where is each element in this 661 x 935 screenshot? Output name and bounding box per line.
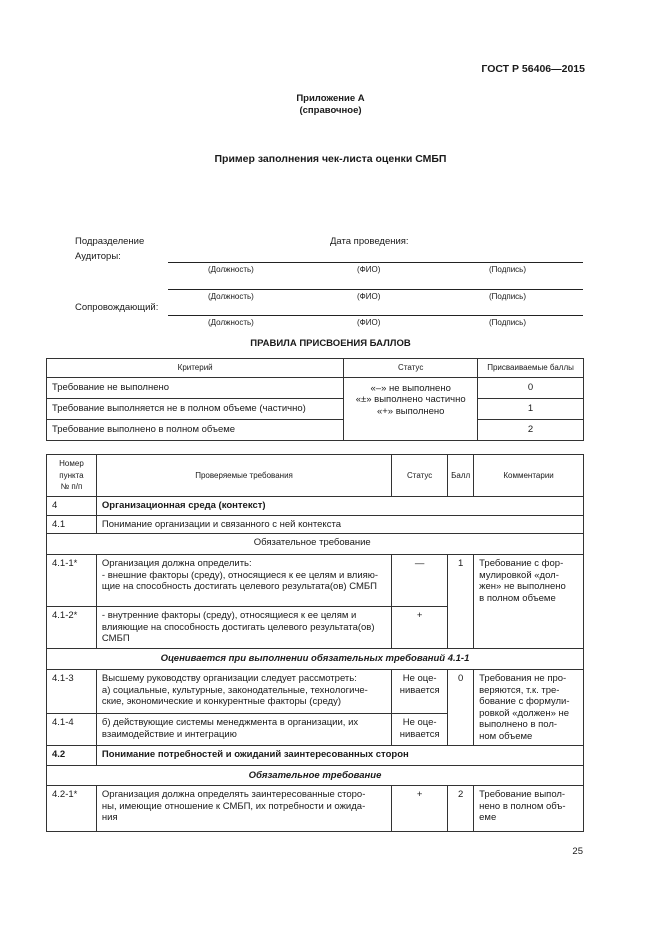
row-4-1-2-line-2: влияющие на способность достигать целевого результата(ов) [101, 621, 375, 633]
rules-header-score: Присваиваемые баллы [478, 359, 584, 378]
row-4-1-4-line-2: взаимодействие и интеграцию [101, 728, 237, 740]
status-line-not-met: «–» не выполнено [370, 382, 451, 394]
page-number: 25 [572, 846, 583, 857]
row-4-1-1-comment [474, 555, 584, 649]
status-line-met: «+» выполнено [376, 405, 445, 417]
department-label: Подразделение [75, 236, 145, 247]
caption-position-3: (Должность) [208, 318, 254, 327]
row-4-1-1-line-3: щие на способность достигать целевого результата(ов) СМБП [101, 581, 377, 592]
header-score: Балл [448, 455, 474, 497]
comment-2-line-2: веряются, т.к. тре- [479, 684, 560, 696]
row-4-1-2-line-3: СМБП [101, 633, 130, 644]
caption-position-2: (Должность) [208, 292, 254, 301]
header-num-line-2: пункта [59, 470, 84, 480]
row-4-1-3-number: 4.1-3 [47, 670, 97, 714]
rules-criterion-1: Требование не выполнено [47, 377, 344, 398]
row-4-2-title: Понимание потребностей и ожиданий заинтересованных сторон [96, 746, 583, 766]
row-4-1-3-status-line-2: нивается [399, 684, 440, 696]
section-evaluated: Оценивается при выполнении обязательных требований 4.1-1 [47, 649, 584, 670]
caption-signature-1: (Подпись) [489, 265, 526, 274]
rules-status-cell [344, 377, 478, 440]
row-4-1-1-text [96, 555, 391, 607]
appendix-title: Приложение А [296, 93, 365, 104]
comment-1-line-1: Требование с фор- [479, 558, 564, 569]
comment-2-line-4: ровкой «должен» не [479, 707, 570, 719]
rules-title: ПРАВИЛА ПРИСВОЕНИЯ БАЛЛОВ [250, 338, 411, 349]
row-4-1-3-comment [474, 670, 584, 746]
signature-line-1 [168, 262, 583, 263]
row-4-1-3-status-line-1: Не оце- [402, 673, 437, 684]
caption-name-3: (ФИО) [357, 318, 381, 327]
row-4-2-1-comment [474, 786, 584, 832]
comment-2-line-3: бование с формули- [479, 696, 570, 707]
comment-3-line-3: еме [479, 812, 497, 823]
rules-criterion-3: Требование выполнено в полном объеме [47, 419, 344, 440]
date-label: Дата проведения: [330, 236, 409, 247]
row-4-2-1-number: 4.2-1* [47, 786, 97, 832]
row-4-1-3-status [392, 670, 448, 714]
header-comments: Комментарии [474, 455, 584, 497]
caption-signature-3: (Подпись) [489, 318, 526, 327]
checklist-table [46, 454, 584, 832]
caption-name-2: (ФИО) [357, 292, 381, 301]
row-4-1-1-number: 4.1-1* [47, 555, 97, 607]
rules-score-2: 1 [478, 398, 584, 419]
row-4-2-1-line-2: ны, имеющие отношение к СМБП, их потребности и ожида- [101, 800, 366, 812]
row-4-1-2-line-1: - внутренние факторы (среду), относящиеся к ее целям и [101, 610, 357, 621]
escort-label: Сопровождающий: [75, 302, 159, 313]
row-4-1-3-line-1: Высшему руководству организации следует рассмотреть: [101, 673, 357, 684]
header-item-number [47, 455, 97, 497]
row-4-2-number: 4.2 [47, 746, 97, 766]
comment-3-line-2: нено в полном объ- [479, 800, 566, 812]
row-4-1-2-text [96, 607, 391, 649]
row-4-1-4-line-1: б) действующие системы менеджмента в организации, их [101, 717, 359, 728]
row-4-1-4-text [96, 714, 391, 746]
caption-position-1: (Должность) [208, 265, 254, 274]
rules-score-1: 0 [478, 377, 584, 398]
row-4-2-1-line-1: Организация должна определять заинтересованные сторо- [101, 789, 366, 800]
comment-1-line-2: мулировкой «дол- [479, 569, 559, 581]
rules-criterion-2: Требование выполняется не в полном объеме (частично) [47, 398, 344, 419]
comment-1-line-3: жен» не выполнено [479, 581, 566, 592]
header-status: Статус [392, 455, 448, 497]
row-4-1-title: Понимание организации и связанного с ней контекста [96, 515, 583, 534]
comment-2-line-5: выполнено в пол- [479, 719, 558, 730]
rules-header-criterion: Критерий [47, 359, 344, 378]
row-4-1-1-line-2: - внешние факторы (среду), относящиеся к ее целям и влияю- [101, 569, 379, 581]
comment-3-line-1: Требование выпол- [479, 789, 566, 800]
appendix-subtitle: (справочное) [299, 105, 362, 116]
rules-header-status: Статус [344, 359, 478, 378]
row-4-1-3-line-2: а) социальные, культурные, законодательные, технологиче- [101, 684, 368, 696]
row-4-1-1-score: 1 [448, 555, 474, 649]
page-title: Пример заполнения чек-листа оценки СМБП [214, 153, 447, 165]
row-4-1-1-status: — [392, 555, 448, 607]
row-4-1-3-score: 0 [448, 670, 474, 746]
signature-line-2 [168, 289, 583, 290]
status-line-partial: «±» выполнено частично [355, 394, 466, 405]
header-requirements: Проверяемые требования [96, 455, 391, 497]
row-4-1-number: 4.1 [47, 515, 97, 534]
auditors-label: Аудиторы: [75, 251, 121, 262]
comment-2-line-1: Требования не про- [479, 673, 567, 684]
row-4-1-4-number: 4.1-4 [47, 714, 97, 746]
row-4-title: Организационная среда (контекст) [96, 497, 583, 516]
caption-name-1: (ФИО) [357, 265, 381, 274]
section-spacer-1 [47, 534, 97, 555]
section-mandatory-2: Обязательное требование [47, 766, 584, 786]
comment-2-line-6: ном объеме [479, 730, 533, 742]
row-4-1-3-line-3: ские, экономические и конкурентные факторы (среду) [101, 696, 342, 707]
section-mandatory-1: Обязательное требование [96, 534, 583, 555]
row-4-1-3-text [96, 670, 391, 714]
header-num-line-3: № п/п [60, 482, 83, 492]
row-4-1-2-status: + [392, 607, 448, 649]
row-4-2-1-text [96, 786, 391, 832]
row-4-1-2-number: 4.1-2* [47, 607, 97, 649]
row-4-2-1-line-3: ния [101, 812, 118, 823]
row-4-2-1-status: + [392, 786, 448, 832]
signature-line-3 [168, 315, 583, 316]
row-4-1-1-line-1: Организация должна определить: [101, 558, 252, 569]
header-num-line-1: Номер [59, 459, 84, 469]
rules-score-3: 2 [478, 419, 584, 440]
row-4-1-4-status-line-2: нивается [399, 728, 440, 740]
row-4-number: 4 [47, 497, 97, 516]
row-4-2-1-score: 2 [448, 786, 474, 832]
row-4-1-4-status-line-1: Не оце- [402, 717, 437, 728]
document-code: ГОСТ Р 56406—2015 [481, 63, 585, 75]
rules-table [46, 358, 584, 441]
row-4-1-4-status [392, 714, 448, 746]
comment-1-line-4: в полном объеме [479, 592, 556, 604]
caption-signature-2: (Подпись) [489, 292, 526, 301]
